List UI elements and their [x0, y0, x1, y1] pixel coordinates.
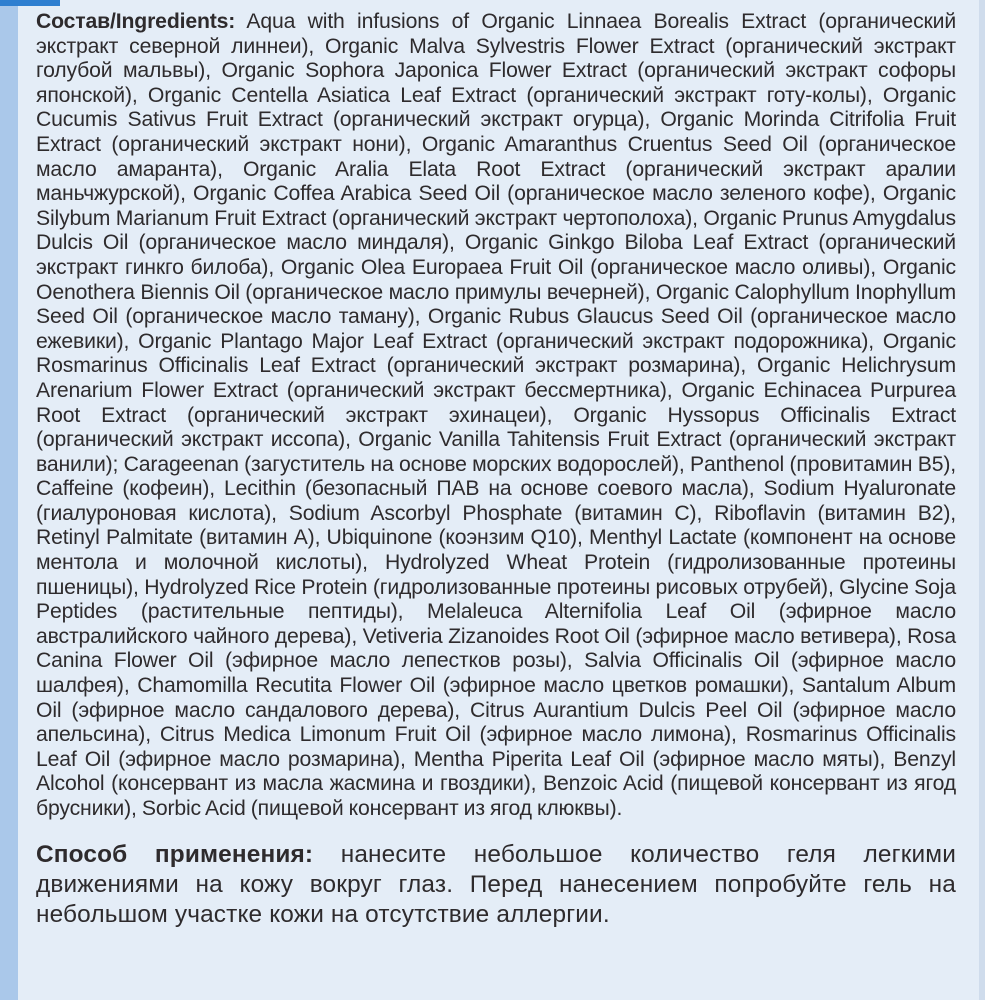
ingredients-paragraph — [36, 10, 956, 822]
usage-label: Способ применения: — [36, 840, 314, 868]
ingredients-label: Состав/Ingredients: — [36, 10, 236, 33]
right-edge-shadow — [979, 0, 985, 1000]
usage-paragraph — [36, 840, 956, 930]
left-accent-stripe — [0, 0, 18, 1000]
top-accent-mark — [0, 0, 60, 6]
usage-text: нанесите небольшое количество геля легкими движениями на кожу вокруг глаз. Перед нанесением попробуйте гель на небольшом участке кожи на отсутствие аллергии. — [36, 840, 956, 928]
ingredients-text: Aqua with infusions of Organic Linnaea Borealis Extract (органический экстракт северной линнеи), Organic Malva Sylvestris Flower Extract (органический экстракт голубой мальвы), Organic Sophora Japonica Flower Extract (органический экстракт софоры японской), Organic Centella Asiatica Leaf Extract (органический экстракт готу-колы), Organic Cucumis Sativus Fruit Extract (органический экстракт огурца), Organic Morinda Citrifolia Fruit Extract (органический экстракт нони), Organic Amaranthus Cruentus Seed Oil (органическое масло амаранта), Organic Aralia Elata Root Extract (органический экстракт аралии маньчжурской), Organic Coffea Arabica Seed Oil (органическое масло зеленого кофе), Organic Silybum Marianum Fruit Extract (органический экстракт чертополоха), Organic Prunus Amygdalus Dulcis Oil (органическое масло миндаля), Organic Ginkgo Biloba Leaf Extract (органический экстракт гинкго билоба), Organic Olea Europaea Fruit Oil (органическое масло оливы), Organic Oenothera Biennis Oil (органическое масло примулы вечерней), Organic Calophyllum Inophyllum Seed Oil (органическое масло таману), Organic Rubus Glaucus Seed Oil (органическое масло ежевики), Organic Plantago Major Leaf Extract (органический экстракт подорожника), Organic Rosmarinus Officinalis Leaf Extract (органический экстракт розмарина), Organic Helichrysum Arenarium Flower Extract (органический экстракт бессмертника), Organic Echinacea Purpurea Root Extract (органический экстракт эхинацеи), Organic Hyssopus Officinalis Extract (органический экстракт иссопа), Organic Vanilla Tahitensis Fruit Extract (органический экстракт ванили); Carageenan (загуститель на основе морских водорослей), Panthenol (провитамин В5), Caffeine (кофеин), Lecithin (безопасный ПАВ на основе соевого масла), Sodium Hyaluronate (гиалуроновая кислота), Sodium Ascorbyl Phosphate (витамин С), Riboflavin (витамин В2), Retinyl Palmitate (витамин А), Ubiquinone (коэнзим Q10), Menthyl Lactate (компонент на основе ментола и молочной кислоты), Hydrolyzed Wheat Protein (гидролизованные протеины пшеницы), Hydrolyzed Rice Protein (гидролизованные протеины рисовых отрубей), Glycine Soja Peptides (растительные пептиды), Melaleuca Alternifolia Leaf Oil (эфирное масло австралийского чайного дерева), Vetiveria Zizanoides Root Oil (эфирное масло ветивера), Rosa Canina Flower Oil (эфирное масло лепестков розы), Salvia Officinalis Oil (эфирное масло шалфея), Chamomilla Recutita Flower Oil (эфирное масло цветков ромашки), Santalum Album Oil (эфирное масло сандалового дерева), Citrus Aurantium Dulcis Peel Oil (эфирное масло апельсина), Citrus Medica Limonum Fruit Oil (эфирное масло лимона), Rosmarinus Officinalis Leaf Oil (эфирное масло розмарина), Mentha Piperita Leaf Oil (эфирное масло мяты), Benzyl Alcohol (консервант из масла жасмина и гвоздики), Benzoic Acid (пищевой консервант из ягод брусники), Sorbic Acid (пищевой консервант из ягод клюквы). — [36, 10, 957, 820]
label-panel — [36, 10, 956, 995]
